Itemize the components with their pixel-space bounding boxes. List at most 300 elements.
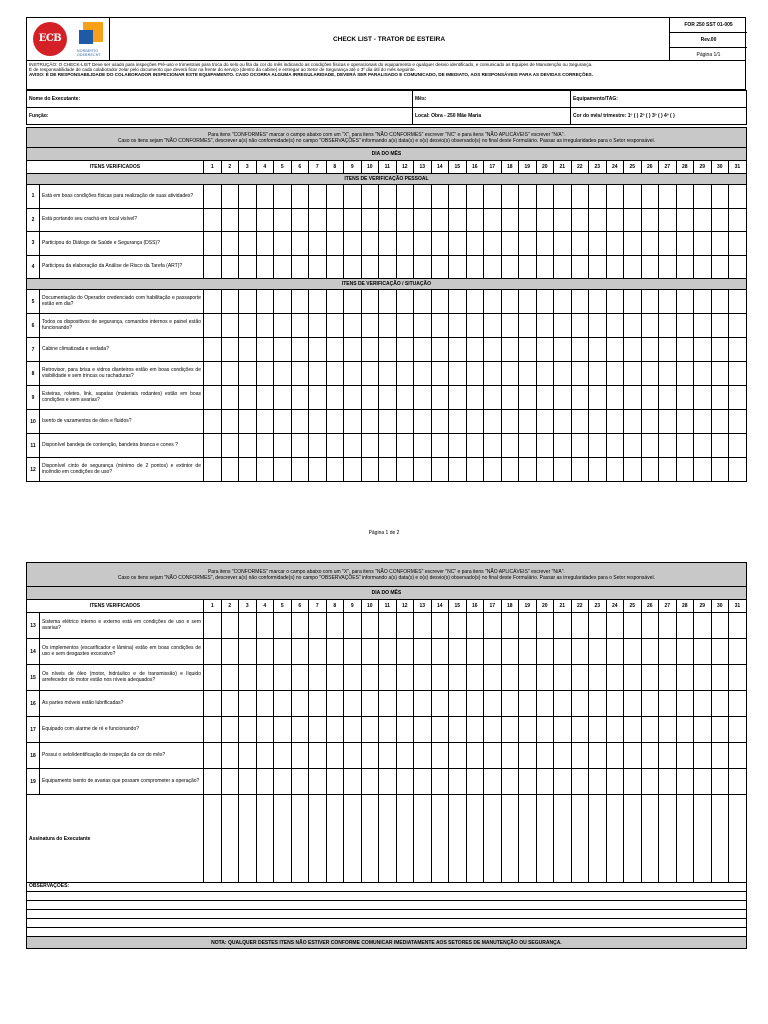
day-check-cell[interactable]	[256, 232, 274, 256]
day-check-cell[interactable]	[221, 434, 239, 458]
day-check-cell[interactable]	[659, 386, 677, 410]
day-check-cell[interactable]	[396, 665, 414, 691]
day-check-cell[interactable]	[519, 185, 537, 209]
day-check-cell[interactable]	[554, 665, 572, 691]
day-check-cell[interactable]	[449, 665, 467, 691]
day-check-cell[interactable]	[379, 691, 397, 717]
day-check-cell[interactable]	[676, 338, 694, 362]
day-check-cell[interactable]	[711, 434, 729, 458]
day-check-cell[interactable]	[606, 743, 624, 769]
day-check-cell[interactable]	[554, 717, 572, 743]
day-check-cell[interactable]	[256, 410, 274, 434]
day-check-cell[interactable]	[554, 290, 572, 314]
day-check-cell[interactable]	[659, 769, 677, 795]
day-check-cell[interactable]	[361, 743, 379, 769]
day-check-cell[interactable]	[361, 232, 379, 256]
day-check-cell[interactable]	[729, 386, 747, 410]
day-check-cell[interactable]	[396, 185, 414, 209]
day-check-cell[interactable]	[221, 458, 239, 482]
day-check-cell[interactable]	[519, 743, 537, 769]
day-check-cell[interactable]	[396, 434, 414, 458]
day-check-cell[interactable]	[624, 208, 642, 232]
day-check-cell[interactable]	[694, 458, 712, 482]
day-check-cell[interactable]	[519, 255, 537, 279]
day-check-cell[interactable]	[624, 613, 642, 639]
signature-cell[interactable]	[501, 795, 519, 883]
day-check-cell[interactable]	[291, 362, 309, 386]
day-check-cell[interactable]	[414, 362, 432, 386]
day-check-cell[interactable]	[274, 338, 292, 362]
day-check-cell[interactable]	[256, 386, 274, 410]
day-check-cell[interactable]	[431, 314, 449, 338]
day-check-cell[interactable]	[239, 314, 257, 338]
day-check-cell[interactable]	[309, 410, 327, 434]
day-check-cell[interactable]	[676, 255, 694, 279]
day-check-cell[interactable]	[659, 290, 677, 314]
day-check-cell[interactable]	[326, 386, 344, 410]
day-check-cell[interactable]	[711, 410, 729, 434]
day-check-cell[interactable]	[344, 665, 362, 691]
day-check-cell[interactable]	[589, 338, 607, 362]
day-check-cell[interactable]	[729, 665, 747, 691]
day-check-cell[interactable]	[571, 338, 589, 362]
day-check-cell[interactable]	[641, 362, 659, 386]
day-check-cell[interactable]	[361, 665, 379, 691]
day-check-cell[interactable]	[711, 639, 729, 665]
day-check-cell[interactable]	[361, 717, 379, 743]
day-check-cell[interactable]	[676, 386, 694, 410]
observation-line[interactable]	[27, 892, 747, 901]
day-check-cell[interactable]	[536, 639, 554, 665]
day-check-cell[interactable]	[536, 208, 554, 232]
day-check-cell[interactable]	[659, 185, 677, 209]
day-check-cell[interactable]	[519, 314, 537, 338]
day-check-cell[interactable]	[326, 743, 344, 769]
day-check-cell[interactable]	[361, 639, 379, 665]
day-check-cell[interactable]	[711, 290, 729, 314]
day-check-cell[interactable]	[659, 208, 677, 232]
day-check-cell[interactable]	[431, 691, 449, 717]
day-check-cell[interactable]	[274, 613, 292, 639]
day-check-cell[interactable]	[204, 769, 222, 795]
day-check-cell[interactable]	[466, 338, 484, 362]
day-check-cell[interactable]	[239, 691, 257, 717]
day-check-cell[interactable]	[396, 386, 414, 410]
day-check-cell[interactable]	[431, 386, 449, 410]
day-check-cell[interactable]	[466, 743, 484, 769]
day-check-cell[interactable]	[519, 639, 537, 665]
signature-cell[interactable]	[589, 795, 607, 883]
day-check-cell[interactable]	[309, 362, 327, 386]
day-check-cell[interactable]	[431, 232, 449, 256]
day-check-cell[interactable]	[624, 410, 642, 434]
day-check-cell[interactable]	[309, 458, 327, 482]
day-check-cell[interactable]	[291, 185, 309, 209]
day-check-cell[interactable]	[571, 458, 589, 482]
day-check-cell[interactable]	[326, 639, 344, 665]
day-check-cell[interactable]	[361, 362, 379, 386]
day-check-cell[interactable]	[291, 410, 309, 434]
day-check-cell[interactable]	[484, 185, 502, 209]
day-check-cell[interactable]	[606, 410, 624, 434]
day-check-cell[interactable]	[414, 691, 432, 717]
day-check-cell[interactable]	[641, 185, 659, 209]
day-check-cell[interactable]	[484, 314, 502, 338]
day-check-cell[interactable]	[431, 185, 449, 209]
day-check-cell[interactable]	[571, 290, 589, 314]
day-check-cell[interactable]	[571, 717, 589, 743]
day-check-cell[interactable]	[659, 314, 677, 338]
day-check-cell[interactable]	[676, 691, 694, 717]
day-check-cell[interactable]	[379, 717, 397, 743]
day-check-cell[interactable]	[606, 185, 624, 209]
day-check-cell[interactable]	[396, 613, 414, 639]
day-check-cell[interactable]	[589, 769, 607, 795]
day-check-cell[interactable]	[536, 743, 554, 769]
day-check-cell[interactable]	[344, 314, 362, 338]
day-check-cell[interactable]	[309, 255, 327, 279]
day-check-cell[interactable]	[711, 338, 729, 362]
day-check-cell[interactable]	[239, 639, 257, 665]
day-check-cell[interactable]	[501, 255, 519, 279]
day-check-cell[interactable]	[711, 458, 729, 482]
day-check-cell[interactable]	[571, 386, 589, 410]
day-check-cell[interactable]	[606, 208, 624, 232]
day-check-cell[interactable]	[624, 458, 642, 482]
day-check-cell[interactable]	[729, 314, 747, 338]
day-check-cell[interactable]	[484, 290, 502, 314]
day-check-cell[interactable]	[221, 665, 239, 691]
day-check-cell[interactable]	[624, 717, 642, 743]
day-check-cell[interactable]	[641, 386, 659, 410]
day-check-cell[interactable]	[606, 255, 624, 279]
day-check-cell[interactable]	[571, 410, 589, 434]
day-check-cell[interactable]	[711, 769, 729, 795]
day-check-cell[interactable]	[641, 613, 659, 639]
day-check-cell[interactable]	[659, 613, 677, 639]
observation-line[interactable]	[27, 919, 747, 928]
day-check-cell[interactable]	[361, 613, 379, 639]
day-check-cell[interactable]	[606, 458, 624, 482]
day-check-cell[interactable]	[694, 639, 712, 665]
day-check-cell[interactable]	[326, 717, 344, 743]
day-check-cell[interactable]	[361, 458, 379, 482]
day-check-cell[interactable]	[519, 338, 537, 362]
day-check-cell[interactable]	[624, 362, 642, 386]
day-check-cell[interactable]	[466, 691, 484, 717]
day-check-cell[interactable]	[606, 613, 624, 639]
day-check-cell[interactable]	[554, 185, 572, 209]
day-check-cell[interactable]	[291, 290, 309, 314]
day-check-cell[interactable]	[204, 410, 222, 434]
day-check-cell[interactable]	[204, 362, 222, 386]
signature-cell[interactable]	[379, 795, 397, 883]
day-check-cell[interactable]	[501, 185, 519, 209]
day-check-cell[interactable]	[676, 769, 694, 795]
day-check-cell[interactable]	[344, 639, 362, 665]
signature-cell[interactable]	[256, 795, 274, 883]
day-check-cell[interactable]	[221, 639, 239, 665]
day-check-cell[interactable]	[624, 434, 642, 458]
day-check-cell[interactable]	[519, 717, 537, 743]
day-check-cell[interactable]	[256, 639, 274, 665]
day-check-cell[interactable]	[554, 255, 572, 279]
day-check-cell[interactable]	[449, 434, 467, 458]
day-check-cell[interactable]	[449, 185, 467, 209]
day-check-cell[interactable]	[221, 314, 239, 338]
day-check-cell[interactable]	[624, 639, 642, 665]
day-check-cell[interactable]	[466, 290, 484, 314]
day-check-cell[interactable]	[571, 769, 589, 795]
signature-cell[interactable]	[659, 795, 677, 883]
day-check-cell[interactable]	[554, 691, 572, 717]
day-check-cell[interactable]	[291, 458, 309, 482]
signature-cell[interactable]	[624, 795, 642, 883]
day-check-cell[interactable]	[291, 769, 309, 795]
day-check-cell[interactable]	[536, 314, 554, 338]
day-check-cell[interactable]	[571, 208, 589, 232]
day-check-cell[interactable]	[291, 232, 309, 256]
day-check-cell[interactable]	[326, 362, 344, 386]
day-check-cell[interactable]	[641, 434, 659, 458]
day-check-cell[interactable]	[309, 434, 327, 458]
day-check-cell[interactable]	[274, 691, 292, 717]
day-check-cell[interactable]	[256, 743, 274, 769]
day-check-cell[interactable]	[414, 665, 432, 691]
day-check-cell[interactable]	[204, 338, 222, 362]
day-check-cell[interactable]	[326, 613, 344, 639]
day-check-cell[interactable]	[256, 691, 274, 717]
day-check-cell[interactable]	[606, 691, 624, 717]
day-check-cell[interactable]	[449, 410, 467, 434]
day-check-cell[interactable]	[309, 338, 327, 362]
day-check-cell[interactable]	[204, 458, 222, 482]
day-check-cell[interactable]	[711, 613, 729, 639]
day-check-cell[interactable]	[729, 639, 747, 665]
signature-cell[interactable]	[449, 795, 467, 883]
day-check-cell[interactable]	[449, 386, 467, 410]
day-check-cell[interactable]	[239, 232, 257, 256]
day-check-cell[interactable]	[449, 208, 467, 232]
day-check-cell[interactable]	[484, 232, 502, 256]
day-check-cell[interactable]	[431, 338, 449, 362]
day-check-cell[interactable]	[606, 769, 624, 795]
day-check-cell[interactable]	[256, 717, 274, 743]
day-check-cell[interactable]	[221, 362, 239, 386]
day-check-cell[interactable]	[484, 208, 502, 232]
day-check-cell[interactable]	[624, 386, 642, 410]
day-check-cell[interactable]	[379, 665, 397, 691]
day-check-cell[interactable]	[624, 691, 642, 717]
day-check-cell[interactable]	[624, 338, 642, 362]
day-check-cell[interactable]	[449, 458, 467, 482]
day-check-cell[interactable]	[431, 434, 449, 458]
day-check-cell[interactable]	[396, 691, 414, 717]
day-check-cell[interactable]	[466, 613, 484, 639]
day-check-cell[interactable]	[309, 290, 327, 314]
day-check-cell[interactable]	[239, 208, 257, 232]
day-check-cell[interactable]	[641, 769, 659, 795]
day-check-cell[interactable]	[221, 185, 239, 209]
signature-cell[interactable]	[694, 795, 712, 883]
day-check-cell[interactable]	[554, 232, 572, 256]
day-check-cell[interactable]	[519, 458, 537, 482]
signature-cell[interactable]	[554, 795, 572, 883]
day-check-cell[interactable]	[536, 362, 554, 386]
day-check-cell[interactable]	[326, 185, 344, 209]
day-check-cell[interactable]	[554, 208, 572, 232]
day-check-cell[interactable]	[694, 255, 712, 279]
day-check-cell[interactable]	[239, 434, 257, 458]
day-check-cell[interactable]	[554, 613, 572, 639]
day-check-cell[interactable]	[396, 338, 414, 362]
day-check-cell[interactable]	[501, 362, 519, 386]
day-check-cell[interactable]	[711, 386, 729, 410]
day-check-cell[interactable]	[676, 639, 694, 665]
day-check-cell[interactable]	[449, 613, 467, 639]
day-check-cell[interactable]	[536, 338, 554, 362]
signature-cell[interactable]	[606, 795, 624, 883]
day-check-cell[interactable]	[361, 208, 379, 232]
day-check-cell[interactable]	[326, 255, 344, 279]
day-check-cell[interactable]	[309, 743, 327, 769]
day-check-cell[interactable]	[431, 769, 449, 795]
day-check-cell[interactable]	[344, 386, 362, 410]
day-check-cell[interactable]	[204, 691, 222, 717]
day-check-cell[interactable]	[221, 613, 239, 639]
day-check-cell[interactable]	[501, 717, 519, 743]
day-check-cell[interactable]	[431, 410, 449, 434]
day-check-cell[interactable]	[606, 639, 624, 665]
day-check-cell[interactable]	[396, 717, 414, 743]
day-check-cell[interactable]	[274, 255, 292, 279]
day-check-cell[interactable]	[501, 208, 519, 232]
day-check-cell[interactable]	[309, 314, 327, 338]
day-check-cell[interactable]	[449, 769, 467, 795]
day-check-cell[interactable]	[239, 665, 257, 691]
day-check-cell[interactable]	[256, 208, 274, 232]
day-check-cell[interactable]	[729, 434, 747, 458]
day-check-cell[interactable]	[624, 255, 642, 279]
day-check-cell[interactable]	[274, 717, 292, 743]
day-check-cell[interactable]	[309, 208, 327, 232]
day-check-cell[interactable]	[466, 769, 484, 795]
day-check-cell[interactable]	[676, 665, 694, 691]
day-check-cell[interactable]	[431, 458, 449, 482]
day-check-cell[interactable]	[414, 434, 432, 458]
day-check-cell[interactable]	[361, 386, 379, 410]
day-check-cell[interactable]	[326, 208, 344, 232]
day-check-cell[interactable]	[641, 410, 659, 434]
day-check-cell[interactable]	[484, 691, 502, 717]
day-check-cell[interactable]	[676, 458, 694, 482]
day-check-cell[interactable]	[519, 362, 537, 386]
day-check-cell[interactable]	[344, 613, 362, 639]
day-check-cell[interactable]	[221, 691, 239, 717]
day-check-cell[interactable]	[239, 255, 257, 279]
day-check-cell[interactable]	[221, 743, 239, 769]
day-check-cell[interactable]	[256, 434, 274, 458]
day-check-cell[interactable]	[414, 613, 432, 639]
day-check-cell[interactable]	[239, 338, 257, 362]
day-check-cell[interactable]	[641, 639, 659, 665]
day-check-cell[interactable]	[239, 613, 257, 639]
day-check-cell[interactable]	[291, 691, 309, 717]
day-check-cell[interactable]	[361, 314, 379, 338]
day-check-cell[interactable]	[536, 717, 554, 743]
day-check-cell[interactable]	[729, 208, 747, 232]
day-check-cell[interactable]	[344, 185, 362, 209]
day-check-cell[interactable]	[519, 386, 537, 410]
day-check-cell[interactable]	[606, 314, 624, 338]
day-check-cell[interactable]	[589, 639, 607, 665]
day-check-cell[interactable]	[449, 362, 467, 386]
equipamento-field[interactable]: Equipamento/TAG:	[571, 91, 747, 108]
day-check-cell[interactable]	[694, 314, 712, 338]
day-check-cell[interactable]	[361, 434, 379, 458]
day-check-cell[interactable]	[466, 665, 484, 691]
day-check-cell[interactable]	[676, 290, 694, 314]
day-check-cell[interactable]	[694, 410, 712, 434]
day-check-cell[interactable]	[361, 410, 379, 434]
signature-cell[interactable]	[326, 795, 344, 883]
signature-cell[interactable]	[221, 795, 239, 883]
day-check-cell[interactable]	[501, 665, 519, 691]
day-check-cell[interactable]	[536, 769, 554, 795]
day-check-cell[interactable]	[694, 338, 712, 362]
day-check-cell[interactable]	[484, 386, 502, 410]
day-check-cell[interactable]	[256, 290, 274, 314]
signature-cell[interactable]	[571, 795, 589, 883]
day-check-cell[interactable]	[256, 185, 274, 209]
day-check-cell[interactable]	[396, 743, 414, 769]
day-check-cell[interactable]	[361, 290, 379, 314]
day-check-cell[interactable]	[414, 717, 432, 743]
day-check-cell[interactable]	[589, 691, 607, 717]
day-check-cell[interactable]	[221, 717, 239, 743]
day-check-cell[interactable]	[466, 314, 484, 338]
day-check-cell[interactable]	[694, 290, 712, 314]
day-check-cell[interactable]	[326, 338, 344, 362]
day-check-cell[interactable]	[344, 362, 362, 386]
day-check-cell[interactable]	[396, 255, 414, 279]
day-check-cell[interactable]	[624, 185, 642, 209]
day-check-cell[interactable]	[431, 362, 449, 386]
day-check-cell[interactable]	[501, 743, 519, 769]
day-check-cell[interactable]	[571, 691, 589, 717]
day-check-cell[interactable]	[624, 290, 642, 314]
day-check-cell[interactable]	[221, 769, 239, 795]
day-check-cell[interactable]	[554, 769, 572, 795]
day-check-cell[interactable]	[239, 362, 257, 386]
day-check-cell[interactable]	[221, 410, 239, 434]
day-check-cell[interactable]	[606, 434, 624, 458]
observation-line[interactable]	[27, 901, 747, 910]
day-check-cell[interactable]	[379, 362, 397, 386]
day-check-cell[interactable]	[484, 769, 502, 795]
day-check-cell[interactable]	[536, 613, 554, 639]
day-check-cell[interactable]	[256, 362, 274, 386]
day-check-cell[interactable]	[239, 458, 257, 482]
day-check-cell[interactable]	[204, 639, 222, 665]
day-check-cell[interactable]	[344, 410, 362, 434]
day-check-cell[interactable]	[641, 314, 659, 338]
signature-cell[interactable]	[309, 795, 327, 883]
day-check-cell[interactable]	[729, 185, 747, 209]
day-check-cell[interactable]	[571, 639, 589, 665]
day-check-cell[interactable]	[204, 665, 222, 691]
day-check-cell[interactable]	[431, 255, 449, 279]
